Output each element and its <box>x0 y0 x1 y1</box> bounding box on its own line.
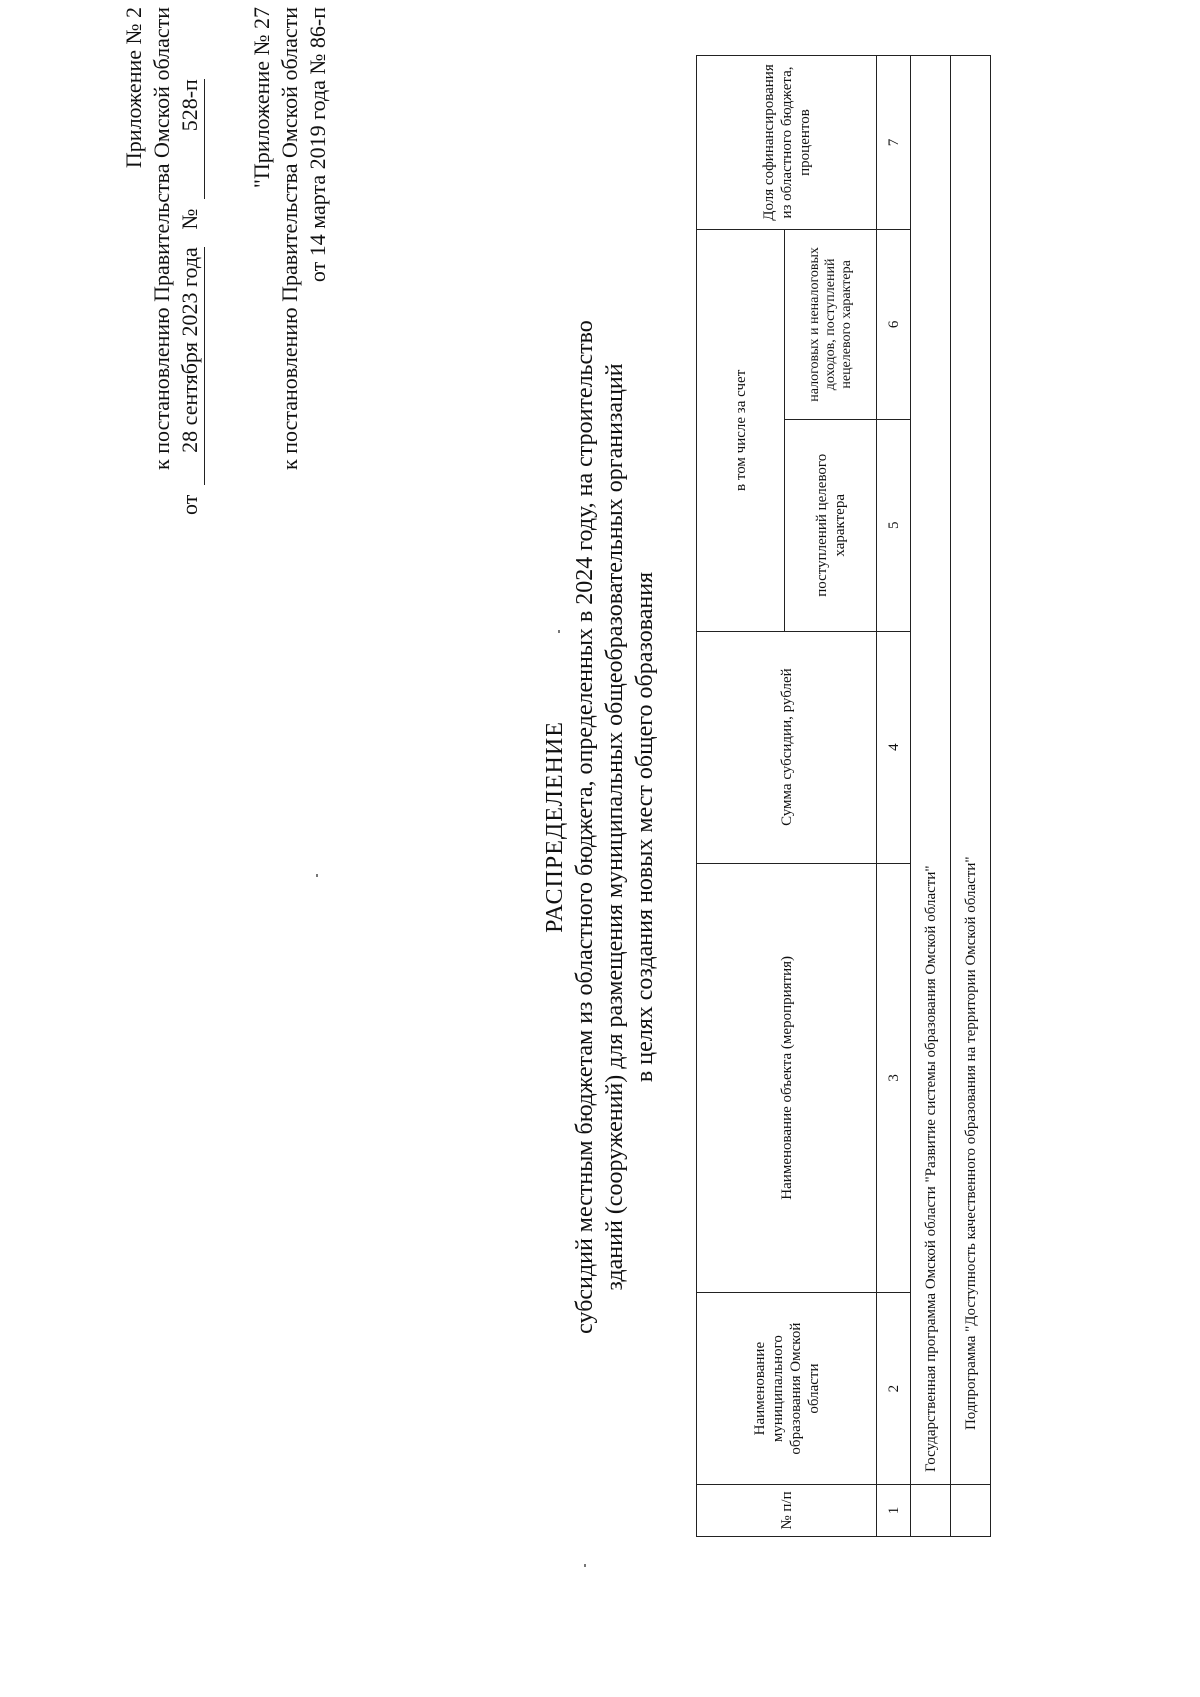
appendix-new-from-label: от <box>177 494 202 515</box>
header-tax-nontax-income: налоговых и неналоговых доходов, поступлений нецелевого характера <box>785 229 877 419</box>
appendix-new-date: 28 сентября 2023 года <box>176 247 205 485</box>
column-number-4: 4 <box>877 631 911 863</box>
document-title-line-1: субсидий местным бюджетам из областного бюджета, определенных в 2024 году, на строительство <box>572 320 598 1334</box>
header-subsidy-amount: Сумма субсидии, рублей <box>697 631 877 863</box>
appendix-new-block <box>120 7 205 517</box>
appendix-old-reference: от 14 марта 2019 года № 86-п <box>305 7 330 283</box>
appendix-old-subtitle: к постановлению Правительства Омской области <box>277 7 302 470</box>
document-heading: РАСПРЕДЕЛЕНИЕ <box>542 721 568 933</box>
scan-speck <box>558 630 560 633</box>
column-number-5: 5 <box>877 419 911 631</box>
scan-speck <box>316 874 318 877</box>
scan-speck <box>584 1564 586 1567</box>
program-row-text: Государственная программа Омской области "Развитие системы образования Омской области" <box>911 56 951 1485</box>
appendix-new-subtitle: к постановлению Правительства Омской области <box>149 7 174 470</box>
document-title-block <box>540 197 660 1457</box>
column-number-2: 2 <box>877 1293 911 1485</box>
appendix-new-number: 528-п <box>176 79 205 199</box>
table-column-numbers-row <box>877 56 911 1537</box>
header-municipality: Наименование муниципального образования Омской области <box>697 1293 877 1485</box>
column-number-7: 7 <box>877 56 911 230</box>
document-title-line-2: зданий (сооружений) для размещения муниципальных общеобразовательных организаций <box>602 363 628 1291</box>
distribution-table <box>696 55 991 1537</box>
header-object: Наименование объекта (мероприятия) <box>697 863 877 1293</box>
program-row-number-cell <box>911 1485 951 1537</box>
column-number-3: 3 <box>877 863 911 1293</box>
appendix-new-date-line <box>176 7 205 517</box>
header-cofinancing-share: Доля софинансирования из областного бюджета, процентов <box>697 56 877 230</box>
header-number: № п/п <box>697 1485 877 1537</box>
column-number-1: 1 <box>877 1485 911 1537</box>
header-including-group: в том числе за счет <box>697 229 785 631</box>
table-program-row <box>911 56 951 1537</box>
table-subprogram-row <box>951 56 991 1537</box>
subprogram-row-number-cell <box>951 1485 991 1537</box>
subprogram-row-text: Подпрограмма "Доступность качественного образования на территории Омской области" <box>951 56 991 1485</box>
table-header-row-1 <box>697 56 785 1537</box>
appendix-old-block <box>248 7 332 517</box>
header-targeted-receipts: поступлений целевого характера <box>785 419 877 631</box>
appendix-old-title: "Приложение № 27 <box>249 7 274 189</box>
appendix-new-number-label: № <box>177 208 202 230</box>
appendix-new-title: Приложение № 2 <box>121 7 146 169</box>
column-number-6: 6 <box>877 229 911 419</box>
document-title-line-3: в целях создания новых мест общего образования <box>632 571 658 1083</box>
